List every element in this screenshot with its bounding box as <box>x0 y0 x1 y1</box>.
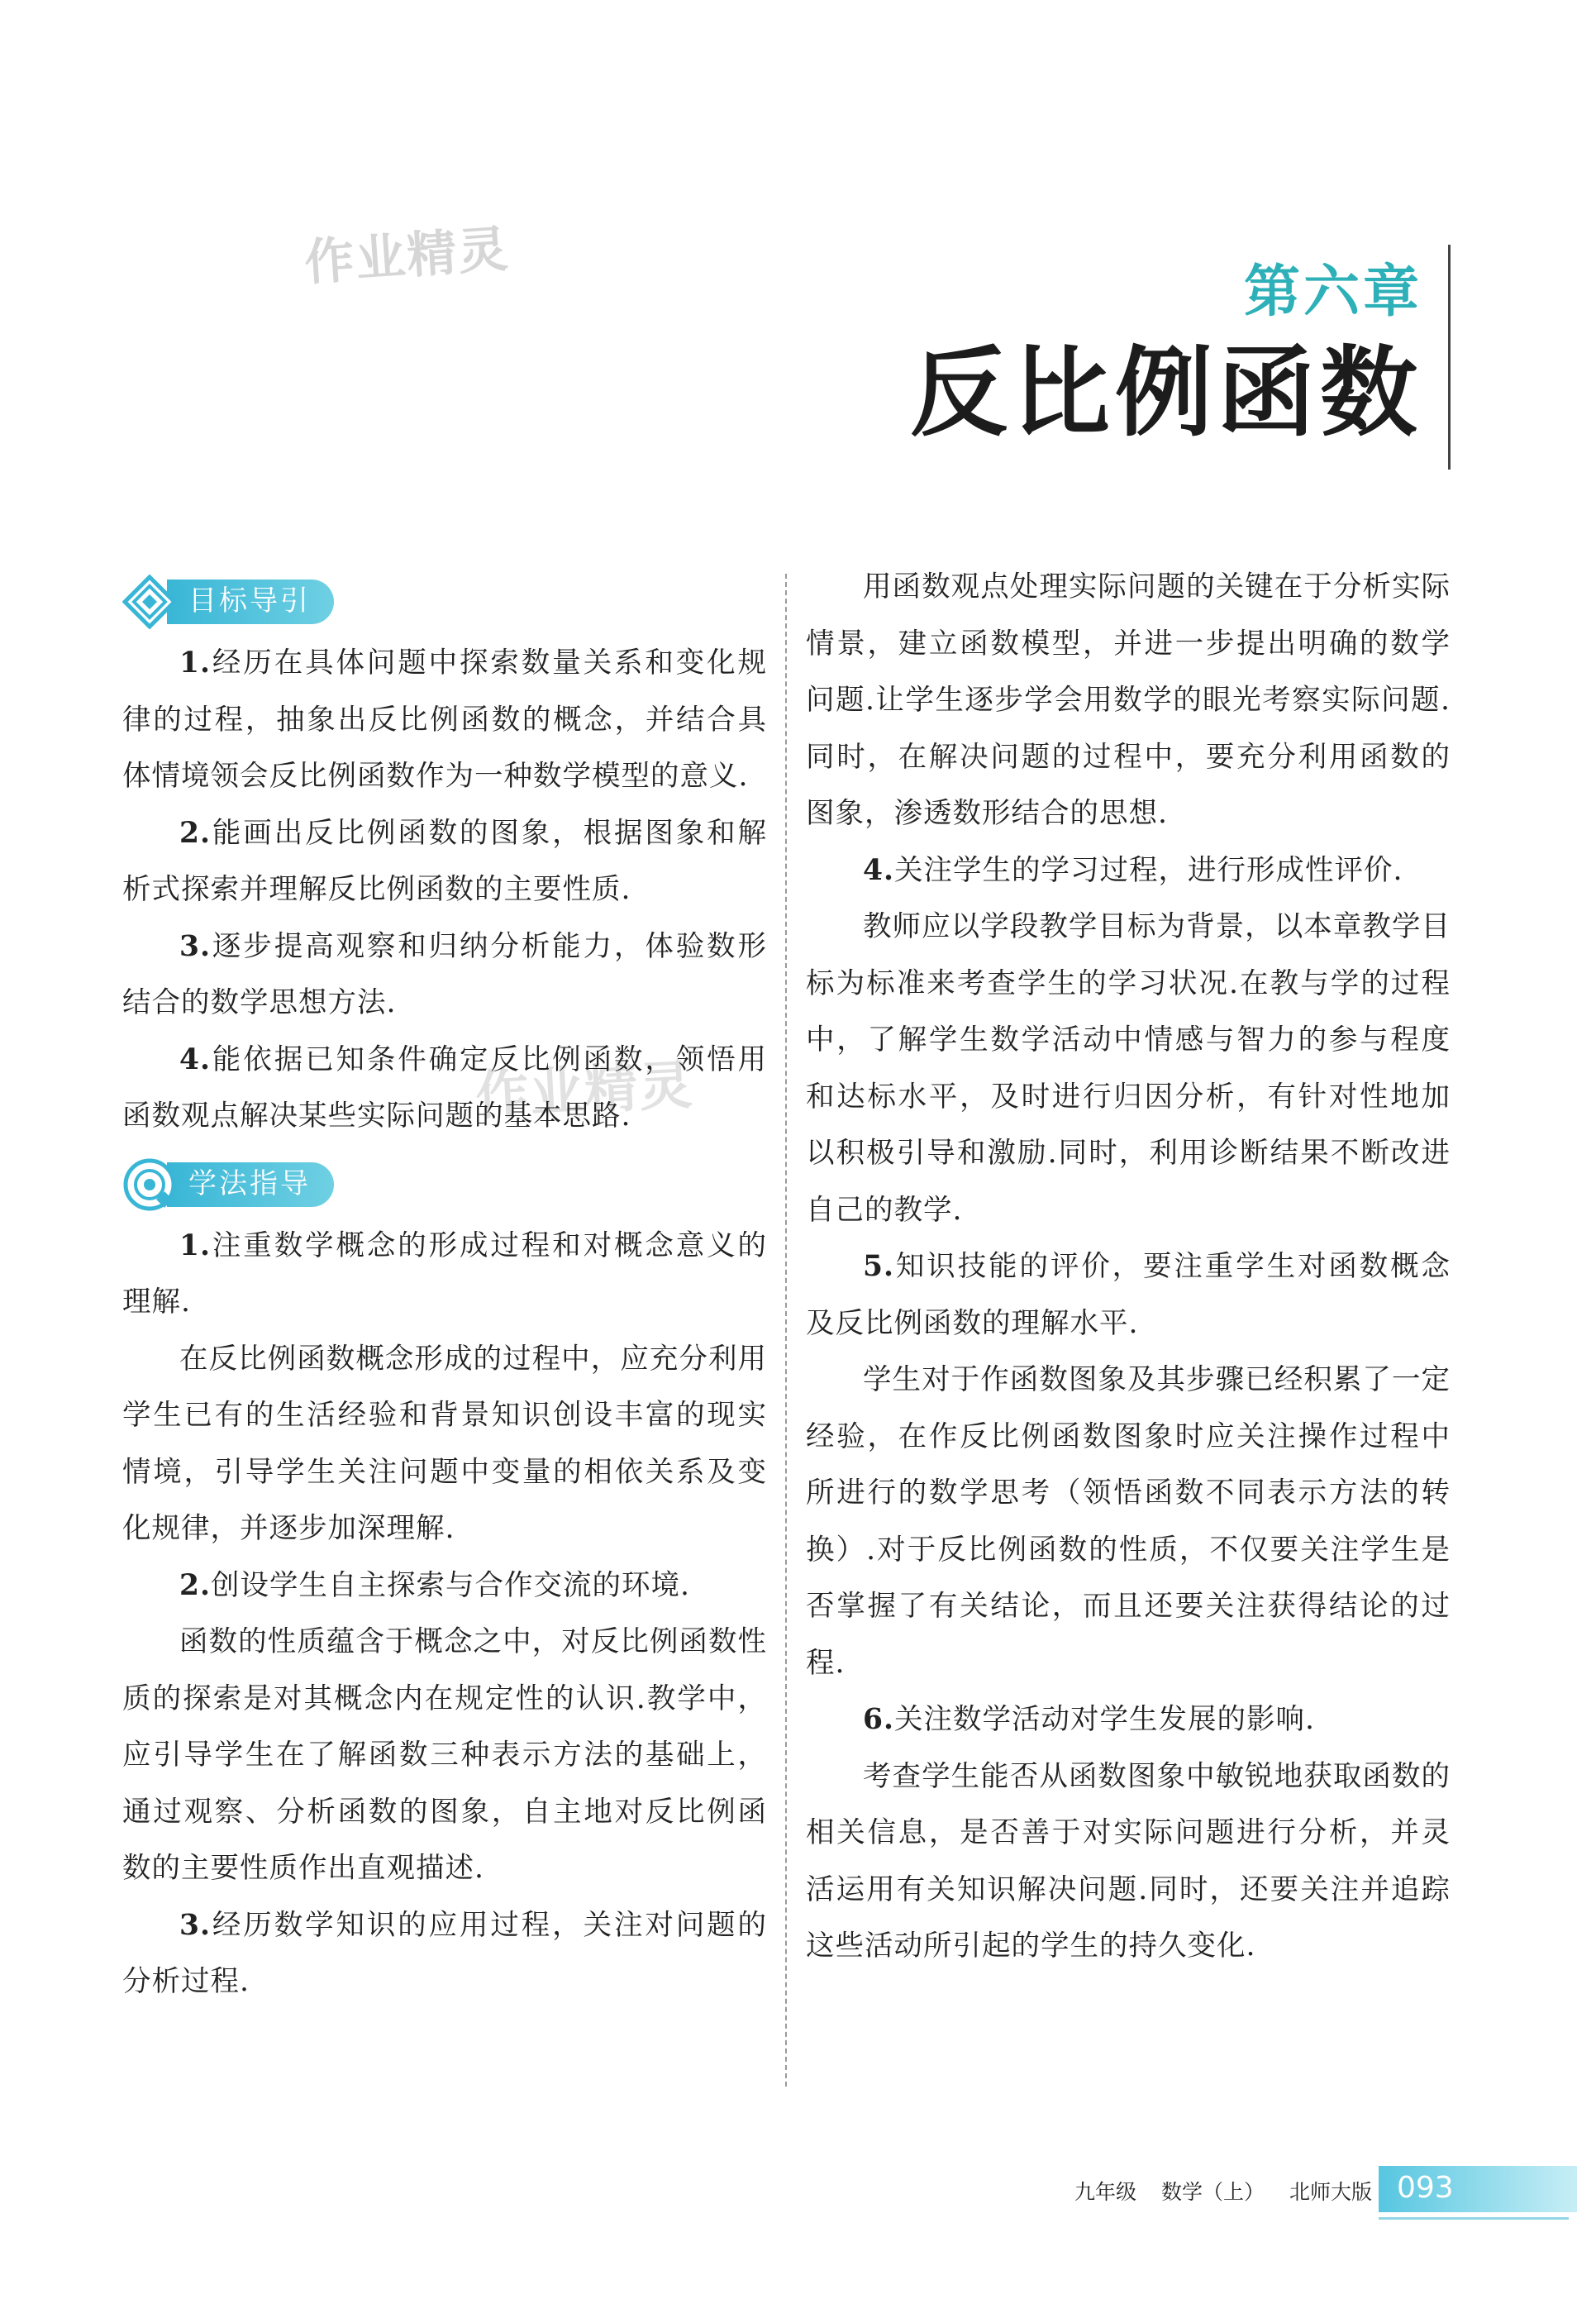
method-paragraph: 在反比例函数概念形成的过程中，应充分利用学生已有的生活经验和背景知识创设丰富的现实情境，引导学生关注问题中变量的相依关系及变化规律，并逐步加深理解. <box>122 1342 767 1545</box>
method-paragraph: 用函数观点处理实际问题的关键在于分析实际情景，建立函数模型，并进一步提出明确的数学问题.让学生逐步学会用数学的眼光考察实际问题.同时，在解决问题的过程中，要充分利用函数的图象，渗透数形结合的思想. <box>806 570 1451 830</box>
section-heading-goals <box>122 574 767 630</box>
section-label: 学法指导 <box>167 1162 334 1207</box>
chapter-number: 第六章 <box>1243 260 1422 325</box>
method-paragraph: 学生对于作函数图象及其步骤已经积累了一定经验，在作反比例函数图象时应关注操作过程中所进行的数学思考（领悟函数不同表示方法的转换）.对于反比例函数的性质，不仅要关注学生是否掌握了有关结论，而且还要关注获得结论的过程. <box>806 1363 1451 1680</box>
goal-item: 4.能依据已知条件确定反比例函数，领悟用函数观点解决某些实际问题的基本思路. <box>122 1042 767 1133</box>
method-paragraph: 函数的性质蕴含于概念之中，对反比例函数性质的探索是对其概念内在规定性的认识.教学中，应引导学生在了解函数三种表示方法的基础上，通过观察、分析函数的图象，自主地对反比例函数的主要性质作出直观描述. <box>122 1625 767 1885</box>
method-item: 2.创设学生自主探索与合作交流的环境. <box>179 1568 690 1602</box>
chapter-title: 反比例函数 <box>909 336 1422 450</box>
method-item: 1.注重数学概念的形成过程和对概念意义的理解. <box>122 1228 767 1319</box>
compass-icon <box>122 1157 177 1212</box>
book-info <box>1074 2176 1390 2206</box>
method-item: 3.经历数学知识的应用过程，关注对问题的分析过程. <box>122 1908 767 1998</box>
target-diamond-icon <box>122 575 177 629</box>
column-divider <box>785 574 787 2087</box>
section-heading-methods <box>122 1157 767 1213</box>
goal-item: 2.能画出反比例函数的图象，根据图象和解析式探索并理解反比例函数的主要性质. <box>122 816 767 906</box>
goal-item: 1.经历在具体问题中探索数量关系和变化规律的过程，抽象出反比例函数的概念，并结合具体情境领会反比例函数作为一种数学模型的意义. <box>122 646 767 793</box>
method-paragraph: 教师应以学段教学目标为背景，以本章教学目标为标准来考查学生的学习状况.在教与学的过程中，了解学生数学活动中情感与智力的参与程度和达标水平，及时进行归因分析，有针对性地加以积极引导和激励.同时，利用诊断结果不断改进自己的教学. <box>806 910 1451 1227</box>
page-number: 093 <box>1397 2171 1454 2205</box>
section-label: 目标导引 <box>167 580 334 624</box>
footer-rule <box>1379 2217 1569 2220</box>
watermark-middle: 作业精灵 <box>474 1055 696 1128</box>
method-item: 6.关注数学活动对学生发展的影响. <box>863 1703 1315 1736</box>
page-footer <box>1074 2166 1570 2216</box>
grade-label: 九年级 <box>1074 2180 1137 2204</box>
left-column <box>122 562 767 2011</box>
method-paragraph: 考查学生能否从函数图象中敏锐地获取函数的相关信息，是否善于对实际问题进行分析，并灵活运用有关知识解决问题.同时，还要关注并追踪这些活动所引起的学生的持久变化. <box>806 1759 1451 1963</box>
method-item: 5.知识技能的评价，要注重学生对函数概念及反比例函数的理解水平. <box>806 1250 1451 1340</box>
goal-item: 3.逐步提高观察和归纳分析能力，体验数形结合的数学思想方法. <box>122 929 767 1019</box>
watermark-top: 作业精灵 <box>303 220 512 293</box>
method-item: 4.关注学生的学习过程，进行形成性评价. <box>863 853 1403 887</box>
chapter-header <box>909 260 1422 450</box>
edition-label: 北师大版 <box>1289 2180 1372 2204</box>
subject-label: 数学（上） <box>1160 2180 1265 2204</box>
right-column <box>806 559 1451 1975</box>
chapter-divider-line <box>1448 245 1451 470</box>
